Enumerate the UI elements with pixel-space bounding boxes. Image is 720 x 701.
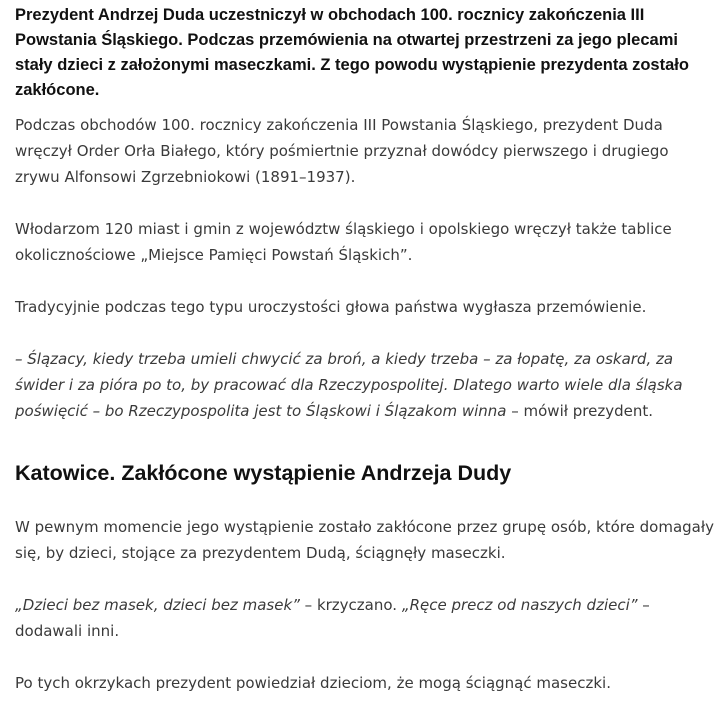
shout-quote-2: „Ręce precz od naszych dzieci” [401, 596, 638, 614]
paragraph-masks-removed: Po tych okrzykach prezydent powiedział dzieciom, że mogą ściągnąć maseczki. [15, 674, 611, 692]
paragraph-shouts [15, 592, 715, 644]
article-lead: Prezydent Andrzej Duda uczestniczył w obchodach 100. rocznicy zakończenia III Powstania Śląskiego. Podczas przemówienia na otwartej przestrzeni za jego plecami stały dzieci z założonymi maseczkami. Z tego powodu wystąpienie prezydenta zostało zakłócone. [15, 6, 689, 99]
paragraph-disruption: W pewnym momencie jego wystąpienie zostało zakłócone przez grupę osób, które domagały się, by dzieci, stojące za prezydentem Dudą, ściągnęły maseczki. [15, 518, 714, 562]
president-quote: – Ślązacy, kiedy trzeba umieli chwycić za broń, a kiedy trzeba – za łopatę, za oskard, za świder i za pióra po to, by pracować dla Rzeczypospolitej. Dlatego warto wiele dla śląska poświęcić – bo Rzeczypospolita jest to Śląskowi i Ślązakom winna [15, 350, 683, 420]
section-heading: Katowice. Zakłócone wystąpienie Andrzeja Dudy [15, 461, 512, 485]
paragraph-order-award: Podczas obchodów 100. rocznicy zakończenia III Powstania Śląskiego, prezydent Duda wręczył Order Orła Białego, który pośmiertnie przyznał dowódcy pierwszego i drugiego zrywu Alfonsowi Zgrzebniokowi (1891–1937). [15, 116, 669, 186]
shout-tail: – dodawali inni. [15, 596, 650, 640]
paragraph-speech-intro: Tradycyjnie podczas tego typu uroczystości głowa państwa wygłasza przemówienie. [15, 298, 647, 316]
paragraph-commemorative-plaques: Włodarzom 120 miast i gmin z województw śląskiego i opolskiego wręczył także tablice okolicznościowe „Miejsce Pamięci Powstań Śląskich”. [15, 220, 672, 264]
paragraph-president-quote [15, 346, 715, 424]
shout-connector: – krzyczano. [299, 596, 402, 614]
article-body [15, 0, 715, 696]
quote-attribution: – mówił prezydent. [506, 402, 654, 420]
shout-quote-1: „Dzieci bez masek, dzieci bez masek” [15, 596, 300, 614]
